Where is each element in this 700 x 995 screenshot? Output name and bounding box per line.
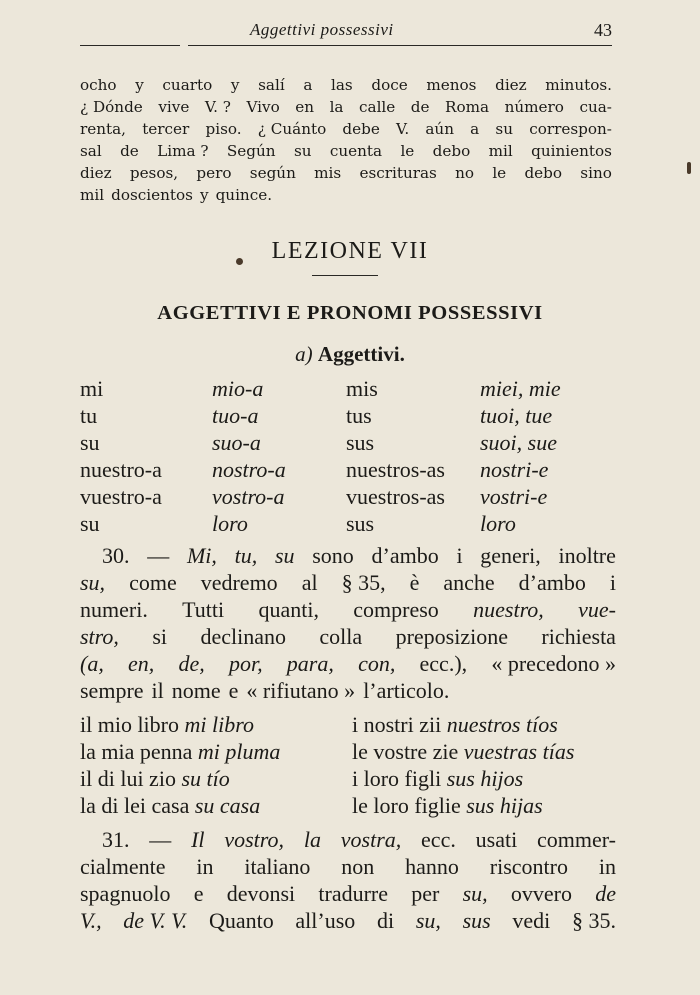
word: ocho <box>80 76 117 94</box>
example-italian: le loro figlie <box>352 793 461 818</box>
word: devonsi <box>226 881 296 906</box>
intro-paragraph <box>80 74 612 206</box>
ink-speck <box>236 258 243 265</box>
possessive-row <box>80 484 620 511</box>
word: doce <box>371 76 408 94</box>
word: usati <box>475 827 518 852</box>
word: ¿ Cuánto <box>257 120 327 138</box>
subheading-marker: a) <box>295 342 313 366</box>
word: V. ? <box>204 98 231 116</box>
word: italiano <box>244 854 311 879</box>
word: generi, <box>480 543 541 568</box>
possessive-es-plural: nuestros-as <box>346 457 445 482</box>
word: sempre <box>80 678 144 703</box>
word: hanno <box>405 854 459 879</box>
example-pair <box>352 766 523 792</box>
word: tradurre <box>318 881 388 906</box>
paragraph-30-line-1 <box>80 542 616 569</box>
word: all’uso <box>295 908 356 933</box>
word: i <box>456 543 463 568</box>
word: pesos, <box>129 164 179 182</box>
example-spanish: su tío <box>181 766 230 791</box>
intro-line <box>80 184 612 206</box>
running-title: Aggettivi possessivi <box>250 20 394 39</box>
word: vue- <box>578 597 616 622</box>
word: su, <box>462 881 488 906</box>
paragraph-31-line-3 <box>80 880 616 907</box>
example-pair <box>352 712 558 738</box>
word: riscontro <box>489 854 568 879</box>
word: por, <box>228 651 263 676</box>
word: quanti, <box>258 597 319 622</box>
word: ovvero <box>510 881 572 906</box>
word: colla <box>319 624 363 649</box>
word: de <box>410 98 430 116</box>
paragraph-30 <box>80 542 616 704</box>
intro-line <box>80 140 612 162</box>
word: § 35. <box>571 908 616 933</box>
word: y <box>135 76 144 94</box>
possessive-row <box>80 430 620 457</box>
possessive-it-singular: vostro-a <box>212 484 285 509</box>
possessive-es-plural: sus <box>346 430 375 455</box>
word: numeri. <box>80 597 148 622</box>
example-row <box>80 766 620 793</box>
paragraph-30-line-3 <box>80 596 616 623</box>
word: preposizione <box>395 624 508 649</box>
word: al <box>301 570 318 595</box>
word: número <box>504 98 564 116</box>
possessive-it-plural: nostri-e <box>480 457 549 482</box>
word: mil <box>488 142 513 160</box>
intro-line <box>80 96 612 118</box>
word: su, <box>415 908 441 933</box>
word: calle <box>359 98 396 116</box>
running-head <box>80 18 612 46</box>
possessive-row <box>80 376 620 403</box>
word: le <box>400 142 415 160</box>
paragraph-number: 30. <box>102 543 130 568</box>
possessive-es-plural: tus <box>346 403 372 428</box>
word: (a, <box>80 651 104 676</box>
possessive-es-plural: mis <box>346 376 378 401</box>
word: para, <box>286 651 334 676</box>
word: per <box>411 881 440 906</box>
intro-line <box>80 118 612 140</box>
example-pair <box>80 712 254 738</box>
word: ecc.), <box>419 651 468 676</box>
word: è <box>409 570 420 595</box>
possessive-it-singular: suo-a <box>212 430 261 455</box>
word: vostro, <box>224 827 285 852</box>
possessive-es-singular: su <box>80 511 100 536</box>
page-number: 43 <box>594 20 612 40</box>
lesson-title-rule <box>312 275 378 276</box>
possessive-es-singular: nuestro-a <box>80 457 162 482</box>
example-pair <box>80 766 230 792</box>
example-italian: i nostri zii <box>352 712 442 737</box>
example-italian: il di lui zio <box>80 766 176 791</box>
example-spanish: sus hijas <box>466 793 543 818</box>
word: de V. V. <box>123 908 188 933</box>
word: stro, <box>80 624 119 649</box>
possessive-it-singular: nostro-a <box>212 457 286 482</box>
word: vedi <box>512 908 551 933</box>
example-spanish: su casa <box>194 793 261 818</box>
word: Lima ? <box>157 142 209 160</box>
word: diez <box>80 164 112 182</box>
examples-table <box>80 712 620 820</box>
word: Vivo <box>246 98 280 116</box>
word: ecc. <box>421 827 456 852</box>
possessive-es-plural: vuestros-as <box>346 484 445 509</box>
example-spanish: nuestros tíos <box>446 712 558 737</box>
word: e <box>228 678 239 703</box>
word: d’ambo <box>518 570 586 595</box>
word: en <box>295 98 315 116</box>
word: di <box>377 908 395 933</box>
possessive-row <box>80 511 620 538</box>
word: correspon- <box>529 120 612 138</box>
example-row <box>80 712 620 739</box>
word: doscientos <box>111 186 193 204</box>
example-italian: la di lei casa <box>80 793 190 818</box>
word: quinientos <box>531 142 612 160</box>
word: renta, <box>80 120 127 138</box>
word: in <box>598 854 616 879</box>
word: mil <box>80 186 105 204</box>
example-pair <box>80 739 280 765</box>
word: ¿ Dónde <box>80 98 143 116</box>
example-spanish: sus hijos <box>446 766 524 791</box>
word: « rifiutano » <box>246 678 356 703</box>
word: vedremo <box>200 570 278 595</box>
word: V., <box>80 908 102 933</box>
possessive-es-singular: vuestro-a <box>80 484 162 509</box>
word: de <box>595 881 616 906</box>
paragraph-dash: — <box>149 827 172 852</box>
word: Tutti <box>182 597 225 622</box>
example-row <box>80 739 620 766</box>
word: declinano <box>200 624 286 649</box>
paragraph-30-line-4 <box>80 623 616 650</box>
word: escrituras <box>359 164 437 182</box>
word: anche <box>443 570 495 595</box>
ink-speck <box>687 162 691 174</box>
word: sus <box>462 908 491 933</box>
word: inoltre <box>558 543 616 568</box>
word: spagnuolo <box>80 881 171 906</box>
example-italian: la mia penna <box>80 739 193 764</box>
possessive-es-singular: mi <box>80 376 104 401</box>
possessive-it-singular: mio-a <box>212 376 264 401</box>
example-pair <box>352 793 543 819</box>
word: debo <box>432 142 471 160</box>
word: l’articolo. <box>363 678 450 703</box>
possessive-it-plural: loro <box>480 511 516 536</box>
word: non <box>341 854 375 879</box>
word: su <box>495 120 513 138</box>
example-spanish: mi pluma <box>197 739 281 764</box>
word: minutos. <box>545 76 612 94</box>
word: vostra, <box>340 827 402 852</box>
word: piso. <box>205 120 242 138</box>
word: pero <box>196 164 232 182</box>
paragraph-number: 31. <box>102 827 130 852</box>
possessive-it-plural: suoi, sue <box>480 430 557 455</box>
word: su, <box>80 570 106 595</box>
word: come <box>129 570 177 595</box>
possessive-es-plural: sus <box>346 511 375 536</box>
word: Il <box>191 827 205 852</box>
paragraph-30-line-6 <box>80 677 616 704</box>
paragraph-30-line-2 <box>80 569 616 596</box>
word: cuarto <box>162 76 213 94</box>
paragraph-31-line-4 <box>80 907 616 934</box>
word: debo <box>524 164 563 182</box>
possessive-it-plural: vostri-e <box>480 484 548 509</box>
word: la <box>303 827 321 852</box>
word: según <box>249 164 296 182</box>
section-heading: AGGETTIVI E PRONOMI POSSESSIVI <box>157 302 543 324</box>
word: tercer <box>142 120 190 138</box>
word: richiesta <box>541 624 616 649</box>
possessive-it-singular: tuo-a <box>212 403 259 428</box>
word: Según <box>226 142 276 160</box>
paragraph-30-line-5 <box>80 650 616 677</box>
paragraph-31-line-1 <box>80 826 616 853</box>
word: « precedono » <box>491 651 616 676</box>
word: nome <box>171 678 221 703</box>
possessive-es-singular: su <box>80 430 100 455</box>
example-pair <box>80 793 260 819</box>
word: tu, <box>234 543 258 568</box>
possessive-it-plural: miei, mie <box>480 376 561 401</box>
possessive-it-singular: loro <box>212 511 248 536</box>
example-row <box>80 793 620 820</box>
word: cialmente <box>80 854 166 879</box>
word: § 35, <box>341 570 386 595</box>
header-rule-left <box>80 45 180 46</box>
word: V. <box>396 120 410 138</box>
word: cuenta <box>329 142 383 160</box>
word: menos <box>426 76 477 94</box>
word: de, <box>178 651 205 676</box>
header-rule-right <box>188 45 612 46</box>
word: in <box>196 854 214 879</box>
word: mis <box>314 164 342 182</box>
word: si <box>152 624 168 649</box>
word: le <box>492 164 507 182</box>
word: su <box>293 142 312 160</box>
paragraph-31 <box>80 826 616 934</box>
subheading-label: Aggettivi. <box>317 342 405 366</box>
word: vive <box>158 98 190 116</box>
word: la <box>329 98 344 116</box>
word: diez <box>495 76 527 94</box>
word: Mi, <box>186 543 217 568</box>
word: de <box>120 142 139 160</box>
word: a <box>470 120 480 138</box>
example-spanish: vuestras tías <box>463 739 575 764</box>
word: e <box>193 881 204 906</box>
word: su <box>274 543 295 568</box>
possessive-row <box>80 403 620 430</box>
word: y <box>199 186 209 204</box>
word: las <box>331 76 353 94</box>
word: a <box>303 76 313 94</box>
possessive-it-plural: tuoi, tue <box>480 403 553 428</box>
word: sal <box>80 142 102 160</box>
word: Quanto <box>208 908 274 933</box>
word: nuestro, <box>473 597 544 622</box>
possessives-table <box>80 376 620 538</box>
lesson-title: LEZIONE VII <box>271 238 429 264</box>
word: con, <box>358 651 396 676</box>
word: i <box>609 570 616 595</box>
word: sono <box>312 543 354 568</box>
paragraph-31-line-2 <box>80 853 616 880</box>
example-spanish: mi libro <box>184 712 254 737</box>
word: debe <box>342 120 380 138</box>
word: quince. <box>215 186 273 204</box>
example-italian: le vostre zie <box>352 739 459 764</box>
word: no <box>455 164 475 182</box>
word: Roma <box>445 98 490 116</box>
word: en, <box>128 651 155 676</box>
example-italian: i loro figli <box>352 766 442 791</box>
paragraph-dash: — <box>147 543 170 568</box>
word: y <box>230 76 240 94</box>
intro-line <box>80 162 612 184</box>
intro-line <box>80 74 612 96</box>
subheading <box>0 342 700 367</box>
word: salí <box>258 76 285 94</box>
word: cua- <box>579 98 612 116</box>
word: aún <box>425 120 454 138</box>
word: commer- <box>537 827 616 852</box>
example-italian: il mio libro <box>80 712 179 737</box>
word: il <box>151 678 164 703</box>
possessive-row <box>80 457 620 484</box>
possessive-es-singular: tu <box>80 403 98 428</box>
word: compreso <box>353 597 439 622</box>
example-pair <box>352 739 574 765</box>
word: sino <box>580 164 612 182</box>
word: d’ambo <box>371 543 439 568</box>
